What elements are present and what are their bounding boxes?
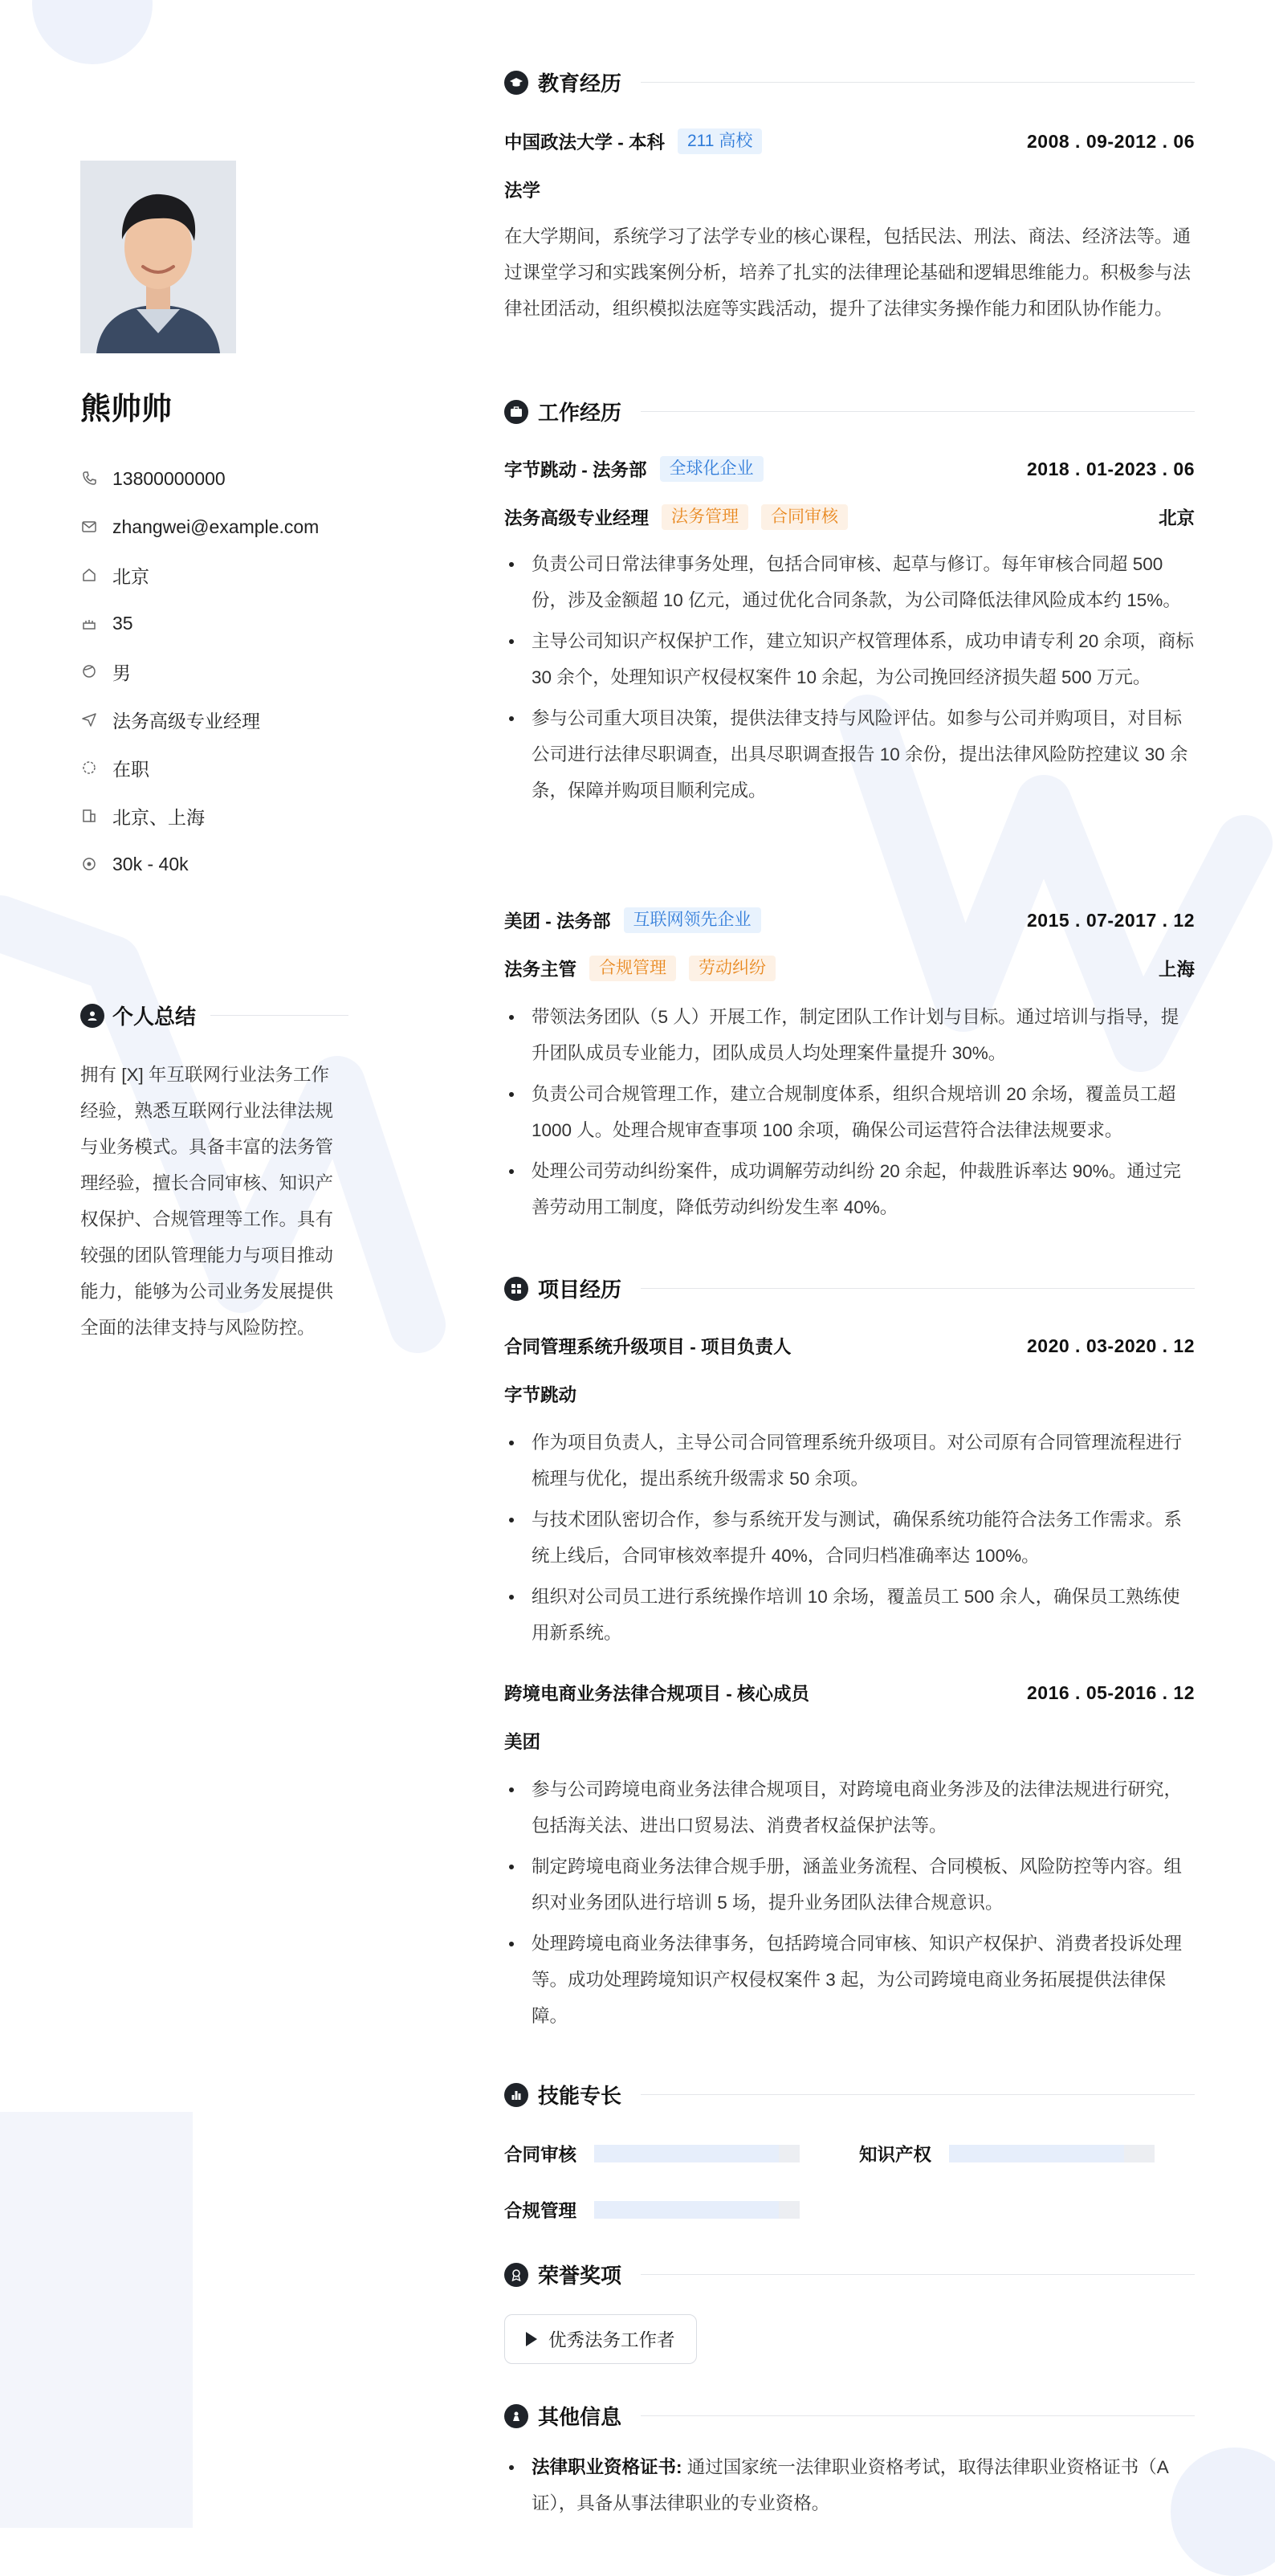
projects-header — [504, 1274, 1195, 1303]
project-name: 合同管理系统升级项目 - 项目负责人 — [504, 1337, 792, 1357]
skills-header — [504, 2080, 1195, 2109]
company-tag: 互联网领先企业 — [624, 907, 761, 933]
education-header — [504, 67, 1195, 97]
list-item: 处理公司劳动纠纷案件，成功调解劳动纠纷 20 余起，仲裁胜诉率达 90%。通过完善劳动用工制度，降低劳动纠纷发生率 40%。 — [504, 1153, 1195, 1225]
skill-item — [504, 2141, 800, 2166]
job-date: 2015 . 07-2017 . 12 — [1027, 909, 1195, 931]
building-icon — [80, 807, 98, 825]
info-row-position — [80, 695, 319, 744]
work-header — [504, 397, 1195, 426]
info-row-status — [80, 744, 319, 792]
user-icon — [80, 1004, 104, 1028]
contact-info-list — [80, 454, 319, 888]
other-info-key: 法律职业资格证书: — [532, 2457, 682, 2477]
job-position-row — [504, 504, 1195, 530]
projects-title: 项目经历 — [538, 1278, 622, 1302]
company-name: 美团 - 法务部 — [504, 911, 611, 931]
award-name: 优秀法务工作者 — [548, 2330, 675, 2350]
job-position: 法务主管 — [504, 960, 577, 980]
phone-icon — [80, 470, 98, 487]
job-header — [504, 907, 1195, 933]
list-item: 处理跨境电商业务法律事务，包括跨境合同审核、知识产权保护、消费者投诉处理等。成功处理跨境知识产权侵权案件 3 起，为公司跨境电商业务拓展提供法律保障。 — [504, 1926, 1195, 2034]
job-header — [504, 456, 1195, 482]
skill-bar-fill — [949, 2145, 1124, 2162]
education-description: 在大学期间，系统学习了法学专业的核心课程，包括民法、刑法、商法、经济法等。通过课堂学习和实践案例分析，培养了扎实的法律理论基础和逻辑思维能力。积极参与法律社团活动，组织模拟法庭等实践活动，提升了法律实务操作能力和团队协作能力。 — [504, 226, 1191, 319]
age-icon — [80, 614, 98, 632]
background-decoration — [32, 0, 153, 64]
summary-header — [80, 1001, 348, 1030]
grid-icon — [504, 1277, 528, 1301]
mail-icon — [80, 518, 98, 536]
skill-tag: 合规管理 — [589, 956, 676, 981]
skill-bar — [594, 2201, 800, 2219]
other-info-value: 通过国家统一法律职业资格考试，取得法律职业资格证书（A 证），具备从事法律职业的专业资格。 — [532, 2457, 1168, 2513]
major-row — [504, 177, 1195, 202]
education-title: 教育经历 — [538, 71, 622, 96]
company-name: 字节跳动 - 法务部 — [504, 460, 647, 480]
other-title: 其他信息 — [538, 2405, 622, 2429]
profile-name: 熊帅帅 — [80, 393, 173, 426]
avatar — [80, 161, 236, 353]
list-item: 制定跨境电商业务法律合规手册，涵盖业务流程、合同模板、风险防控等内容。组织对业务团队进行培训 5 场，提升业务团队法律合规意识。 — [504, 1848, 1195, 1921]
skill-name: 合规管理 — [504, 2201, 577, 2221]
skills-title: 技能专长 — [538, 2084, 622, 2108]
project-header — [504, 1333, 1195, 1359]
divider — [641, 2094, 1195, 2095]
project-company: 字节跳动 — [504, 1385, 577, 1405]
honors-header — [504, 2260, 1195, 2289]
education-date: 2008 . 09-2012 . 06 — [1027, 130, 1195, 152]
info-row-city — [80, 792, 319, 840]
skill-item — [504, 2197, 800, 2223]
play-icon — [526, 2332, 537, 2346]
major: 法学 — [504, 181, 541, 201]
project-company-row — [504, 1381, 1195, 1407]
project-company: 美团 — [504, 1732, 541, 1752]
project-bullets — [504, 1771, 1195, 2039]
info-icon — [504, 2404, 528, 2428]
job-bullets — [504, 999, 1195, 1230]
city-text: 北京、上海 — [112, 806, 205, 828]
project-date: 2020 . 03-2020 . 12 — [1027, 1335, 1195, 1356]
salary-text: 30k - 40k — [112, 853, 189, 874]
project-bullets — [504, 1425, 1195, 1656]
list-item: 负责公司合规管理工作，建立合规制度体系，组织合规培训 20 余场，覆盖员工超 1000 人。处理合规审查事项 100 余项，确保公司运营符合法律法规要求。 — [504, 1076, 1195, 1148]
skill-bar-fill — [594, 2145, 779, 2162]
skill-bar-fill — [594, 2201, 779, 2219]
graduation-cap-icon — [504, 71, 528, 95]
info-row-age — [80, 599, 319, 647]
list-item: 带领法务团队（5 人）开展工作，制定团队工作计划与目标。通过培训与指导，提升团队成员专业能力，团队成员人均处理案件量提升 30%。 — [504, 999, 1195, 1071]
home-icon — [80, 566, 98, 584]
project-company-row — [504, 1728, 1195, 1754]
status-icon — [80, 759, 98, 776]
list-item: 与技术团队密切合作，参与系统开发与测试，确保系统功能符合法务工作需求。系统上线后，合同审核效率提升 40%，合同归档准确率达 100%。 — [504, 1502, 1195, 1574]
background-decoration — [0, 2112, 193, 2528]
info-row-salary — [80, 840, 319, 888]
send-icon — [80, 711, 98, 728]
list-item: 组织对公司员工进行系统操作培训 10 余场，覆盖员工 500 余人，确保员工熟练使用新系统。 — [504, 1579, 1195, 1651]
position-text: 法务高级专业经理 — [112, 710, 260, 732]
job-position-row — [504, 956, 1195, 981]
divider — [641, 2415, 1195, 2416]
list-item: 参与公司跨境电商业务法律合规项目，对跨境电商业务涉及的法律法规进行研究，包括海关法、进出口贸易法、消费者权益保护法等。 — [504, 1771, 1195, 1844]
skill-tag: 法务管理 — [662, 504, 748, 530]
summary-text: 拥有 [X] 年互联网行业法务工作经验，熟悉互联网行业法律法规与业务模式。具备丰富的法务管理经验，擅长合同审核、知识产权保护、合规管理等工作。具有较强的团队管理能力与项目推动能力，能够为公司业务发展提供全面的法律支持与风险防控。 — [80, 1065, 334, 1338]
gender-icon — [80, 662, 98, 680]
list-item — [504, 2449, 1195, 2521]
job-bullets — [504, 546, 1195, 813]
skill-bar — [949, 2145, 1155, 2162]
other-info — [504, 2449, 1195, 2521]
school-tag: 211 高校 — [678, 128, 762, 154]
summary-title: 个人总结 — [112, 1005, 197, 1029]
avatar-photo — [80, 161, 236, 353]
job-city: 北京 — [1158, 508, 1195, 528]
school-name: 中国政法大学 - 本科 — [504, 132, 665, 153]
job-city: 上海 — [1158, 960, 1195, 980]
list-item: 主导公司知识产权保护工作，建立知识产权管理体系，成功申请专利 20 余项，商标 30 余个，处理知识产权侵权案件 10 余起，为公司挽回经济损失超 500 万元。 — [504, 623, 1195, 695]
honors-title: 荣誉奖项 — [538, 2264, 622, 2288]
project-header — [504, 1680, 1195, 1706]
other-header — [504, 2401, 1195, 2431]
gender-text: 男 — [112, 662, 131, 683]
skill-tag: 劳动纠纷 — [689, 956, 776, 981]
skill-item — [859, 2141, 1155, 2166]
email-text: zhangwei@example.com — [112, 516, 320, 537]
list-item: 参与公司重大项目决策，提供法律支持与风险评估。如参与公司并购项目，对目标公司进行法律尽职调查，出具尽职调查报告 10 余份，提出法律风险防控建议 30 余条，保障并购项目顺利完成。 — [504, 700, 1195, 809]
skill-bar — [594, 2145, 800, 2162]
list-item: 作为项目负责人，主导公司合同管理系统升级项目。对公司原有合同管理流程进行梳理与优化，提出系统升级需求 50 余项。 — [504, 1425, 1195, 1497]
award-icon — [504, 2263, 528, 2287]
education-row — [504, 128, 1195, 154]
info-row-gender — [80, 647, 319, 695]
divider — [641, 82, 1195, 83]
salary-icon — [80, 855, 98, 873]
divider — [641, 2274, 1195, 2275]
project-date: 2016 . 05-2016 . 12 — [1027, 1681, 1195, 1703]
divider — [641, 1288, 1195, 1289]
divider — [641, 411, 1195, 412]
divider — [210, 1015, 348, 1016]
skill-name: 知识产权 — [859, 2145, 932, 2165]
info-row-email — [80, 503, 319, 551]
briefcase-icon — [504, 400, 528, 424]
project-name: 跨境电商业务法律合规项目 - 核心成员 — [504, 1684, 809, 1704]
age-text: 35 — [112, 612, 133, 634]
skill-name: 合同审核 — [504, 2145, 577, 2165]
company-tag: 全球化企业 — [660, 456, 764, 482]
work-title: 工作经历 — [538, 401, 622, 425]
award-item[interactable] — [504, 2314, 697, 2364]
job-date: 2018 . 01-2023 . 06 — [1027, 458, 1195, 479]
job-position: 法务高级专业经理 — [504, 508, 650, 528]
phone-text: 13800000000 — [112, 467, 226, 489]
location-text: 北京 — [112, 565, 149, 587]
info-row-location — [80, 551, 319, 599]
list-item: 负责公司日常法律事务处理，包括合同审核、起草与修订。每年审核合同超 500 份，涉及金额超 10 亿元，通过优化合同条款，为公司降低法律风险成本约 15%。 — [504, 546, 1195, 618]
status-text: 在职 — [112, 758, 149, 780]
skill-tag: 合同审核 — [761, 504, 848, 530]
info-row-phone — [80, 454, 319, 503]
bar-chart-icon — [504, 2083, 528, 2107]
